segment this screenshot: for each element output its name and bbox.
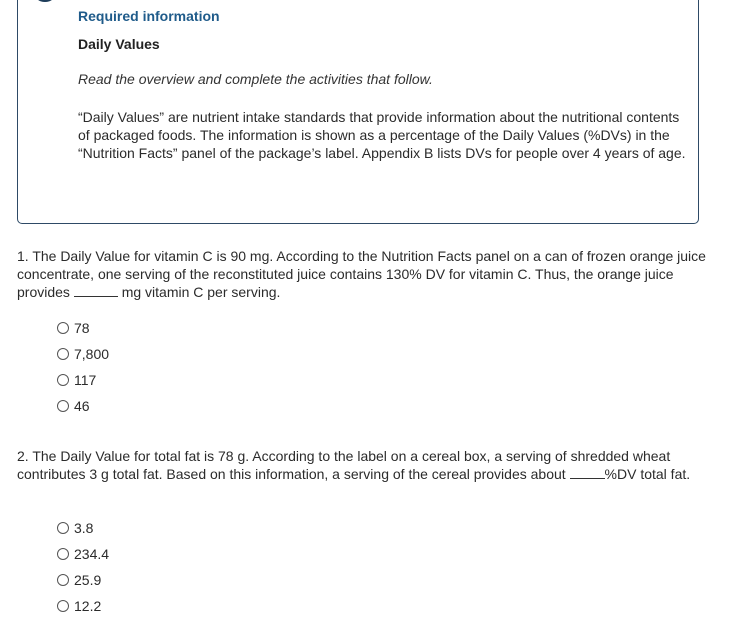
option-label: 46 xyxy=(74,398,90,414)
question-1-option-b[interactable] xyxy=(57,341,109,367)
question-1-stem: 1. The Daily Value for vitamin C is 90 mg. According to the Nutrition Facts panel on a can of frozen orange juice concentrate, one serving of the reconstituted juice contains 130% DV for vitamin C. Thus, the orange juice provides xyxy=(17,248,706,300)
question-1-option-a[interactable] xyxy=(57,315,109,341)
question-2-stem-end: %DV total fat. xyxy=(604,466,691,482)
daily-values-description: “Daily Values” are nutrient intake standards that provide information about the nutritional contents of packaged foods. The information is shown as a percentage of the Daily Values (%DVs) in the “Nutrition Facts” panel of the package’s label. Appendix B lists DVs for people over 4 years of age. xyxy=(78,109,686,161)
question-2-option-a[interactable] xyxy=(57,515,109,541)
radio-button-icon[interactable] xyxy=(57,400,69,412)
question-2-text xyxy=(17,447,729,483)
radio-button-icon[interactable] xyxy=(57,548,69,560)
section-title: Daily Values xyxy=(78,36,160,52)
required-information-panel xyxy=(17,0,699,224)
question-2-option-c[interactable] xyxy=(57,567,109,593)
question-2-blank xyxy=(570,466,605,479)
radio-button-icon[interactable] xyxy=(57,322,69,334)
question-1-option-d[interactable] xyxy=(57,393,109,419)
overview-instruction: Read the overview and complete the activities that follow. xyxy=(78,71,433,87)
option-label: 117 xyxy=(74,372,97,388)
radio-button-icon[interactable] xyxy=(57,348,69,360)
option-label: 234.4 xyxy=(74,546,110,562)
option-label: 3.8 xyxy=(74,520,94,536)
radio-button-icon[interactable] xyxy=(57,522,69,534)
question-1-options xyxy=(57,315,109,419)
option-label: 25.9 xyxy=(74,572,102,588)
question-1-text xyxy=(17,247,729,301)
option-label: 7,800 xyxy=(74,346,110,362)
required-information-label: Required information xyxy=(78,8,220,24)
question-1-blank xyxy=(74,284,118,297)
info-badge-icon xyxy=(34,0,56,2)
option-label: 78 xyxy=(74,320,90,336)
question-1-option-c[interactable] xyxy=(57,367,109,393)
radio-button-icon[interactable] xyxy=(57,574,69,586)
question-2-stem: 2. The Daily Value for total fat is 78 g. According to the label on a cereal box, a serving of shredded wheat contributes 3 g total fat. Based on this information, a serving of the cereal provides about xyxy=(17,448,671,482)
question-2-option-d[interactable] xyxy=(57,593,109,619)
question-2-option-b[interactable] xyxy=(57,541,109,567)
question-2-options xyxy=(57,515,109,619)
radio-button-icon[interactable] xyxy=(57,600,69,612)
radio-button-icon[interactable] xyxy=(57,374,69,386)
question-1-stem-end: mg vitamin C per serving. xyxy=(121,284,281,300)
option-label: 12.2 xyxy=(74,598,102,614)
